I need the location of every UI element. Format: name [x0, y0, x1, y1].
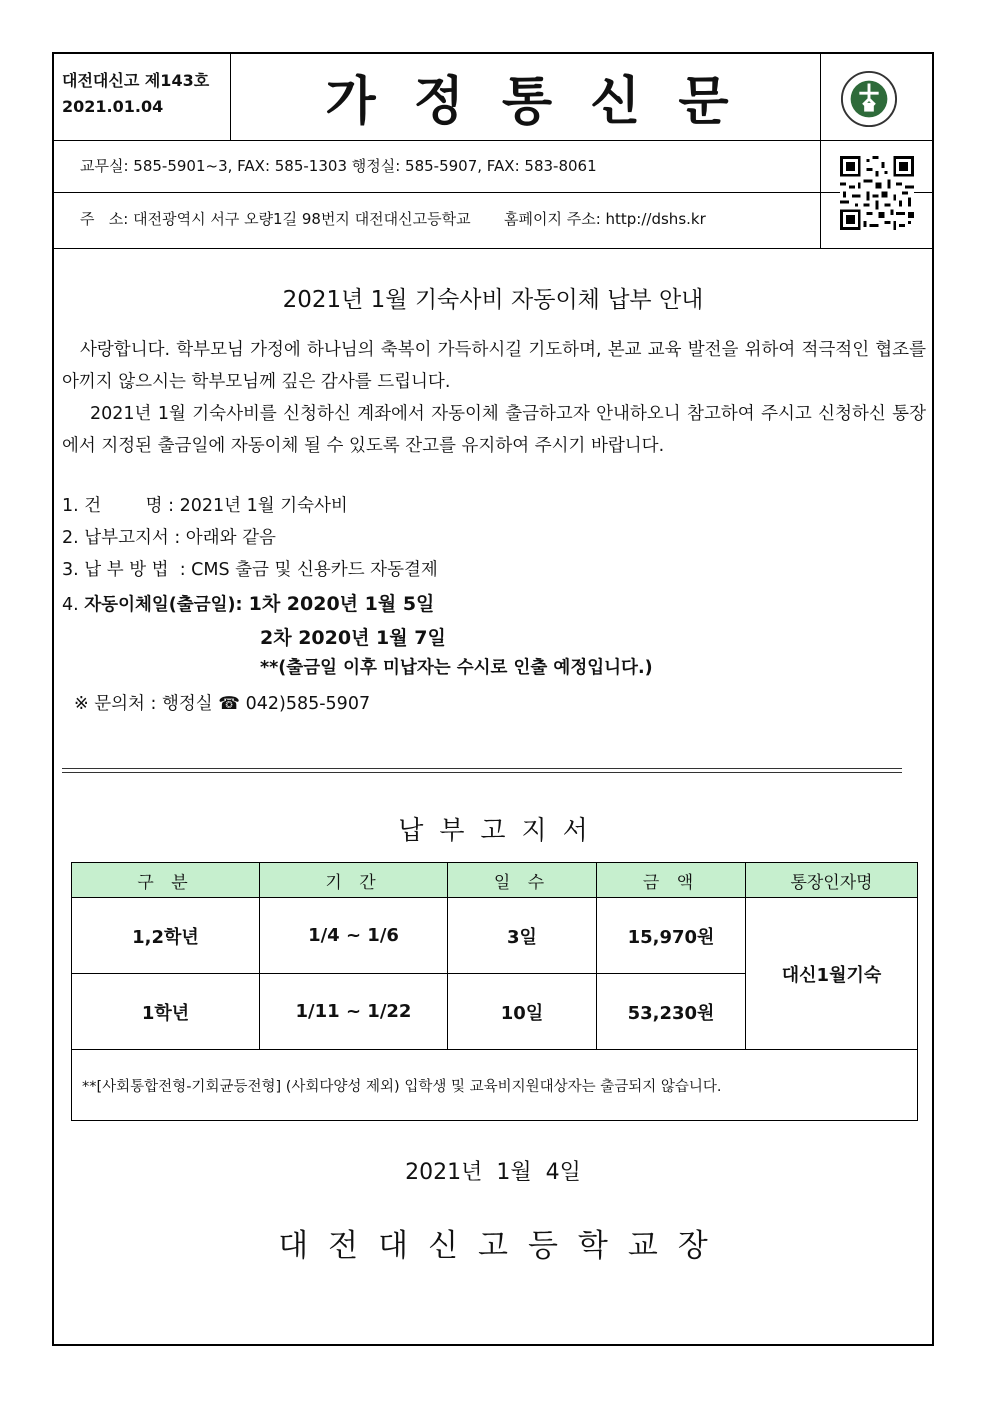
cell-amount: 15,970원	[597, 898, 746, 974]
issue-date-footer: 2021년 1월 4일	[405, 1160, 581, 1185]
bill-footnote-row	[72, 1050, 918, 1121]
header-grade: 구 분	[72, 863, 260, 898]
cell-grade: 1,2학년	[72, 898, 260, 974]
table-row	[72, 898, 918, 974]
cell-grade: 1학년	[72, 974, 260, 1050]
school-emblem-icon	[840, 70, 898, 128]
cell-account-name: 대신1월기숙	[746, 898, 918, 1050]
guide-paragraph: 2021년 1월 기숙사비를 신청하신 계좌에서 자동이체 출금하고자 안내하오니 참고하여 주시고 신청하신 통장에서 지정된 출금일에 자동이체 될 수 있도록 잔고를 유지하여 주시기 바랍니다.	[62, 404, 926, 456]
header-account-name: 통장인자명	[746, 863, 918, 898]
header-days: 일 수	[448, 863, 597, 898]
logo-divider	[820, 54, 821, 248]
item-bill: 2. 납부고지서 : 아래와 같음	[62, 528, 276, 548]
item-subject: 1. 건 명 : 2021년 1월 기숙사비	[62, 496, 348, 516]
issue-info	[62, 68, 209, 120]
double-divider	[62, 768, 902, 773]
address-info: 주 소: 대전광역시 서구 오량1길 98번지 대전대신고등학교 홈페이지 주소: http://dshs.kr	[80, 210, 706, 228]
cell-period: 1/11 ~ 1/22	[260, 974, 448, 1050]
issue-number: 대전대신고 제143호	[62, 71, 210, 90]
cell-days: 10일	[448, 974, 597, 1050]
cell-period: 1/4 ~ 1/6	[260, 898, 448, 974]
item4-label: 자동이체일(출금일):	[84, 595, 249, 615]
qr-code-icon	[840, 156, 914, 230]
masthead-title: 가정통신문	[325, 72, 767, 132]
cell-amount: 53,230원	[597, 974, 746, 1050]
issue-date: 2021.01.04	[62, 97, 164, 116]
greeting-paragraph: 사랑합니다. 학부모님 가정에 하나님의 축복이 가득하시길 기도하며, 본교 교육 발전을 위하여 적극적인 협조를 아끼지 않으시는 학부모님께 깊은 감사를 드립니다.	[62, 340, 926, 392]
notice-title: 2021년 1월 기숙사비 자동이체 납부 안내	[282, 287, 704, 313]
item4-note: **(출금일 이후 미납자는 수시로 인출 예정입니다.)	[260, 658, 653, 678]
bill-header-row	[72, 863, 918, 898]
item-method: 3. 납 부 방 법 : CMS 출금 및 신용카드 자동결제	[62, 560, 438, 580]
header-period: 기 간	[260, 863, 448, 898]
bill-table	[71, 862, 918, 1121]
inquiry-line: ※ 문의처 : 행정실 ☎ 042)585-5907	[74, 694, 371, 714]
header-amount: 금 액	[597, 863, 746, 898]
principal-signature: 대전대신고등학교장	[278, 1228, 728, 1264]
item4-second: 2차 2020년 1월 7일	[260, 627, 446, 649]
item4-prefix: 4.	[62, 595, 85, 615]
item4-first: 1차 2020년 1월 5일	[248, 593, 435, 615]
contact-info: 교무실: 585-5901~3, FAX: 585-1303 행정실: 585-5907, FAX: 583-8061	[80, 157, 597, 175]
address-divider	[54, 248, 932, 249]
contact-divider	[54, 192, 932, 193]
document-frame	[52, 52, 934, 1346]
bill-title: 납부고지서	[398, 816, 604, 846]
bill-footnote: **[사회통합전형-기회균등전형] (사회다양성 제외) 입학생 및 교육비지원대상자는 출금되지 않습니다.	[72, 1050, 918, 1121]
cell-days: 3일	[448, 898, 597, 974]
item-withdraw-date	[62, 588, 434, 621]
issue-divider	[230, 54, 231, 140]
